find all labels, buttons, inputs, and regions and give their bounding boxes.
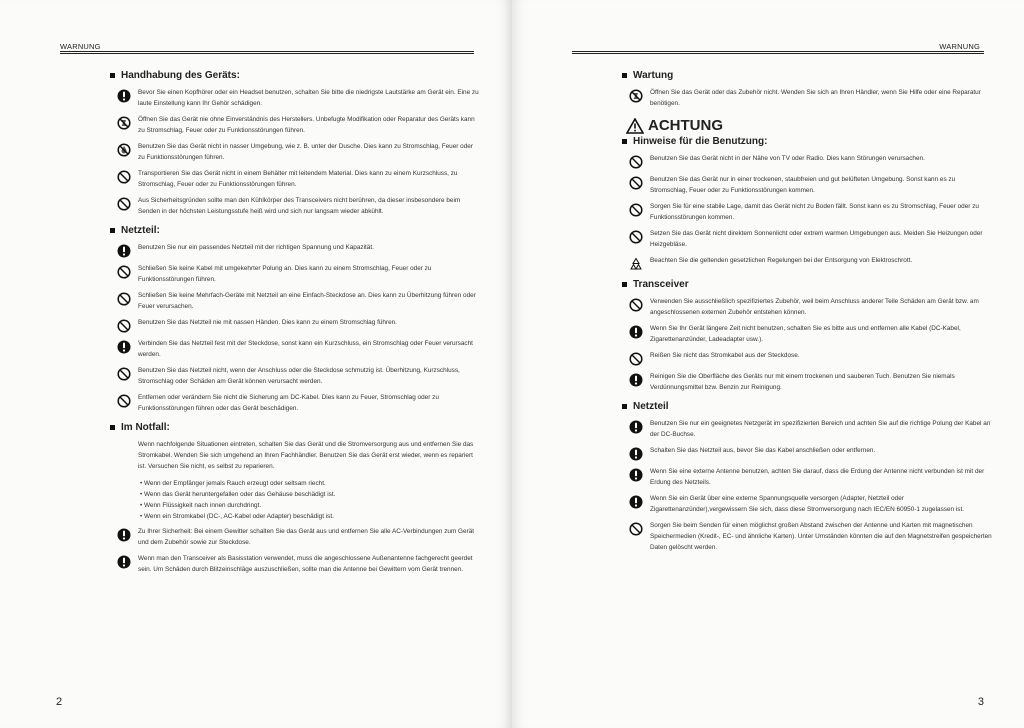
prohibited-icon xyxy=(622,153,650,169)
prohibited-icon xyxy=(110,365,138,381)
prohibited-icon xyxy=(622,201,650,217)
warning-text: Benutzen Sie das Gerät nicht in nasser Umgebung, wie z. B. unter der Dusche. Dies kann zu Stromschlag, Feuer oder zu Funktionsstörungen führen. xyxy=(138,143,473,161)
warning-item xyxy=(622,520,992,553)
prohibited-icon xyxy=(110,168,138,184)
warning-text: Schließen Sie keine Kabel mit umgekehrter Polung an. Dies kann zu einem Stromschlag, Feuer oder zu Funktionsstörungen führen. xyxy=(138,265,432,283)
warning-item xyxy=(622,418,992,440)
section-heading xyxy=(622,70,992,81)
warning-text: Reißen Sie nicht das Stromkabel aus der Steckdose. xyxy=(650,352,800,359)
right-header-label: WARNUNG xyxy=(939,42,980,51)
warning-item xyxy=(110,392,480,414)
exclamation-icon xyxy=(622,371,650,387)
exclamation-icon xyxy=(110,242,138,258)
left-header-label: WARNUNG xyxy=(60,42,101,51)
warning-text: Benutzen Sie nur ein passendes Netzteil mit der richtigen Spannung und Kapazität. xyxy=(138,244,374,251)
exclamation-icon xyxy=(110,553,138,569)
section xyxy=(110,70,480,217)
section-heading xyxy=(622,401,992,412)
warning-item xyxy=(110,365,480,387)
warning-text: Beachten Sie die geltenden gesetzlichen Regelungen bei der Entsorgung von Elektroschrott. xyxy=(650,257,913,264)
warning-item xyxy=(110,290,480,312)
prohibited-icon xyxy=(622,296,650,312)
section-paragraph: Wenn nachfolgende Situationen eintreten, schalten Sie das Gerät und die Stromversorgung aus und entfernen Sie das Stromkabel. Wenden Sie sich umgehend an Ihren Fachhändler. Benutzen Sie das Gerät erst wieder, wenn es repariert ist. Versuchen Sie nicht, es selbst zu reparieren. xyxy=(138,441,474,470)
warning-text: Aus Sicherheitsgründen sollte man den Kühlkörper des Transceivers nicht berühren, da dieser insbesondere beim Senden in der höchsten Leistungsstufe heiß wird und sich nur langsam wieder abkühlt. xyxy=(138,197,461,215)
section-heading-text: Netzteil xyxy=(633,401,669,412)
warning-text: Sorgen Sie beim Senden für einen möglichst großen Abstand zwischen der Antenne und Karten mit magnetischen Speichermedien (Kredit-, EC- und ähnliche Karten). Unter Umständen könnten die auf den Magnetstreifen gespeicherten Daten gelöscht werden. xyxy=(650,522,992,551)
warning-item xyxy=(622,153,992,169)
section-heading xyxy=(110,422,480,433)
warning-item xyxy=(110,141,480,163)
left-content xyxy=(110,70,480,583)
warning-text: Wenn Sie ein Gerät über eine externe Spannungsquelle versorgen (Adapter, Netzteil oder Zigarettenanzünder),vergewissern Sie sich, dass diese Stromversorgung nach IEC/EN 60950-1 zugelassen ist. xyxy=(650,495,965,513)
warning-item xyxy=(622,350,992,366)
warning-item xyxy=(622,371,992,393)
warning-text: Benutzen Sie das Gerät nicht in der Nähe von TV oder Radio. Dies kann Störungen verursachen. xyxy=(650,155,925,162)
bullet-item: • Wenn der Empfänger jemals Rauch erzeugt oder seltsam riecht. xyxy=(140,478,480,489)
warning-text: Verwenden Sie ausschließlich spezifiziertes Zubehör, weil beim Anschluss anderer Teile Schäden am Gerät bzw. am angeschlossenen externen Zubehör entstehen können. xyxy=(650,298,979,316)
section xyxy=(110,225,480,414)
prohibited-icon xyxy=(622,228,650,244)
warning-text: Setzen Sie das Gerät nicht direktem Sonnenlicht oder extrem warmen Umgebungen aus. Meiden Sie Heizungen oder Heizgebläse. xyxy=(650,230,983,248)
warning-item xyxy=(110,87,480,109)
warning-text: Schalten Sie das Netzteil aus, bevor Sie das Kabel anschließen oder entfernen. xyxy=(650,447,876,454)
left-header-rule xyxy=(60,51,474,54)
exclamation-icon xyxy=(110,526,138,542)
warning-item xyxy=(622,466,992,488)
no-disassemble-icon xyxy=(110,114,138,130)
no-disassemble-icon xyxy=(622,87,650,103)
warning-item xyxy=(110,114,480,136)
warning-item xyxy=(110,168,480,190)
show-through-text xyxy=(300,20,308,46)
section-heading xyxy=(110,70,480,81)
warning-item xyxy=(622,493,992,515)
warning-triangle-icon xyxy=(626,118,644,134)
warning-text: Wenn man den Transceiver als Basisstation verwendet, muss die angeschlossene Außenantenne fachgerecht geerdet sein. Um Schäden durch Blitzeinschläge auszuschließen, sollte man die Antenne bei Gewittern vom Gerät trennen. xyxy=(138,555,473,573)
warning-text: Öffnen Sie das Gerät nie ohne Einverständnis des Herstellers. Unbefugte Modifikation oder Reparatur des Geräts kann zu Stromschlag, Feuer oder zu Funktionsstörungen führen. xyxy=(138,116,475,134)
section-heading-text: Hinweise für die Benutzung: xyxy=(633,136,768,147)
section-heading-text: Wartung xyxy=(633,70,674,81)
warning-item xyxy=(622,201,992,223)
achtung-label: ACHTUNG xyxy=(648,117,723,134)
warning-text: Benutzen Sie das Netzteil nicht, wenn der Anschluss oder die Steckdose schmutzig ist. Überhitzung, Kurzschluss, Stromschlag oder Schäden am Gerät können verursacht werden. xyxy=(138,367,460,385)
warning-item xyxy=(622,323,992,345)
warning-text: Benutzen Sie das Gerät nur in einer trockenen, staubfreien und gut belüfteten Umgebung. Sonst kann es zu Stromschlag, Feuer oder zu Funktionsstörungen kommen. xyxy=(650,176,956,194)
heading-bullet-square xyxy=(622,139,627,144)
warning-text: Zu Ihrer Sicherheit: Bei einem Gewitter schalten Sie das Gerät aus und entfernen Sie alle AC-Verbindungen zum Gerät und dem Zubehör sowie zur Steckdose. xyxy=(138,528,475,546)
section-heading xyxy=(110,225,480,236)
exclamation-icon xyxy=(110,87,138,103)
right-header-rule xyxy=(572,51,984,54)
exclamation-icon xyxy=(622,323,650,339)
section xyxy=(622,136,992,271)
no-water-icon xyxy=(110,141,138,157)
warning-item xyxy=(110,263,480,285)
prohibited-icon xyxy=(110,290,138,306)
warning-item xyxy=(110,553,480,575)
warning-text: Schließen Sie keine Mehrfach-Geräte mit Netzteil an eine Einfach-Steckdose an. Dies kann zu Überhitzung führen oder Feuer verursachen. xyxy=(138,292,476,310)
prohibited-icon xyxy=(110,392,138,408)
exclamation-icon xyxy=(622,445,650,461)
warning-text: Sorgen Sie für eine stabile Lage, damit das Gerät nicht zu Boden fällt. Sonst kann es zu Stromschlag, Feuer oder zu Funktionsstörungen kommen. xyxy=(650,203,979,221)
prohibited-icon xyxy=(110,263,138,279)
section xyxy=(110,422,480,575)
prohibited-icon xyxy=(110,317,138,333)
section-heading-text: Im Notfall: xyxy=(121,422,170,433)
right-content xyxy=(622,70,992,561)
section-heading xyxy=(622,136,992,147)
heading-bullet-square xyxy=(622,73,627,78)
warning-text: Transportieren Sie das Gerät nicht in einem Behälter mit leitendem Material. Dies kann zu einem Kurzschluss, zu Stromschlag, Feuer oder zu Funktionsstörungen führen. xyxy=(138,170,458,188)
warning-item xyxy=(622,87,992,109)
warning-item xyxy=(110,338,480,360)
warning-item xyxy=(110,526,480,548)
warning-item xyxy=(622,174,992,196)
section xyxy=(622,401,992,553)
exclamation-icon xyxy=(622,466,650,482)
warning-item xyxy=(622,228,992,250)
bullet-list xyxy=(140,478,480,522)
right-page xyxy=(512,0,1024,728)
section-heading-text: Handhabung des Geräts: xyxy=(121,70,240,81)
heading-bullet-square xyxy=(622,282,627,287)
prohibited-icon xyxy=(622,350,650,366)
warning-text: Benutzen Sie nur ein geeignetes Netzgerät im spezifizierten Bereich und achten Sie auf die richtige Polung der Kabel an der DC-Buchse. xyxy=(650,420,991,438)
warning-text: Entfernen oder verändern Sie nicht die Sicherung am DC-Kabel. Dies kann zu Feuer, Stromschlag oder zu Funktionsstörungen führen oder das Gerät beschädigen. xyxy=(138,394,439,412)
heading-bullet-square xyxy=(110,425,115,430)
exclamation-icon xyxy=(622,493,650,509)
recycle-icon xyxy=(622,255,650,271)
bullet-item: • Wenn ein Stromkabel (DC-, AC-Kabel oder Adapter) beschädigt ist. xyxy=(140,511,480,522)
prohibited-icon xyxy=(622,520,650,536)
warning-text: Wenn Sie Ihr Gerät längere Zeit nicht benutzen, schalten Sie es bitte aus und entfernen alle Kabel (DC-Kabel, Zigarettenanzünder, Ladeadapter usw.). xyxy=(650,325,961,343)
section-heading-text: Transceiver xyxy=(633,279,689,290)
exclamation-icon xyxy=(110,338,138,354)
warning-item xyxy=(622,255,992,271)
warning-item xyxy=(622,445,992,461)
achtung-heading xyxy=(626,117,992,134)
warning-text: Benutzen Sie das Netzteil nie mit nassen Händen. Dies kann zu einem Stromschlag führen. xyxy=(138,319,397,326)
warning-text: Reinigen Sie die Oberfläche des Geräts nur mit einem trockenen und sauberen Tuch. Benutzen Sie niemals Verdünnungsmittel bzw. Benzin zur Reinigung. xyxy=(650,373,955,391)
heading-bullet-square xyxy=(110,73,115,78)
warning-text: Öffnen Sie das Gerät oder das Zubehör nicht. Wenden Sie sich an Ihren Händler, wenn Sie Hilfe oder eine Reparatur benötigen. xyxy=(650,89,981,107)
left-page-number: 2 xyxy=(56,696,63,708)
warning-item xyxy=(110,242,480,258)
section xyxy=(622,279,992,393)
warning-item xyxy=(110,195,480,217)
warning-text: Verbinden Sie das Netzteil fest mit der Steckdose, sonst kann ein Kurzschluss, ein Stromschlag oder Feuer verursacht werden. xyxy=(138,340,473,358)
right-page-number: 3 xyxy=(977,696,984,708)
section xyxy=(622,70,992,109)
warning-item xyxy=(622,296,992,318)
section-heading-text: Netzteil: xyxy=(121,225,160,236)
heading-bullet-square xyxy=(110,228,115,233)
prohibited-icon xyxy=(622,174,650,190)
prohibited-icon xyxy=(110,195,138,211)
bullet-item: • Wenn Flüssigkeit nach innen durchdringt. xyxy=(140,500,480,511)
bullet-item: • Wenn das Gerät heruntergefallen oder das Gehäuse beschädigt ist. xyxy=(140,489,480,500)
section-heading xyxy=(622,279,992,290)
warning-text: Wenn Sie eine externe Antenne benutzen, achten Sie darauf, dass die Erdung der Antenne nicht verbunden ist mit der Erdung des Netzteils. xyxy=(650,468,985,486)
heading-bullet-square xyxy=(622,404,627,409)
warning-text: Bevor Sie einen Kopfhörer oder ein Headset benutzen, schalten Sie bitte die niedrigste Lautstärke am Gerät ein. Eine zu laute Einstellung kann Ihr Gehör schädigen. xyxy=(138,89,479,107)
exclamation-icon xyxy=(622,418,650,434)
warning-item xyxy=(110,317,480,333)
